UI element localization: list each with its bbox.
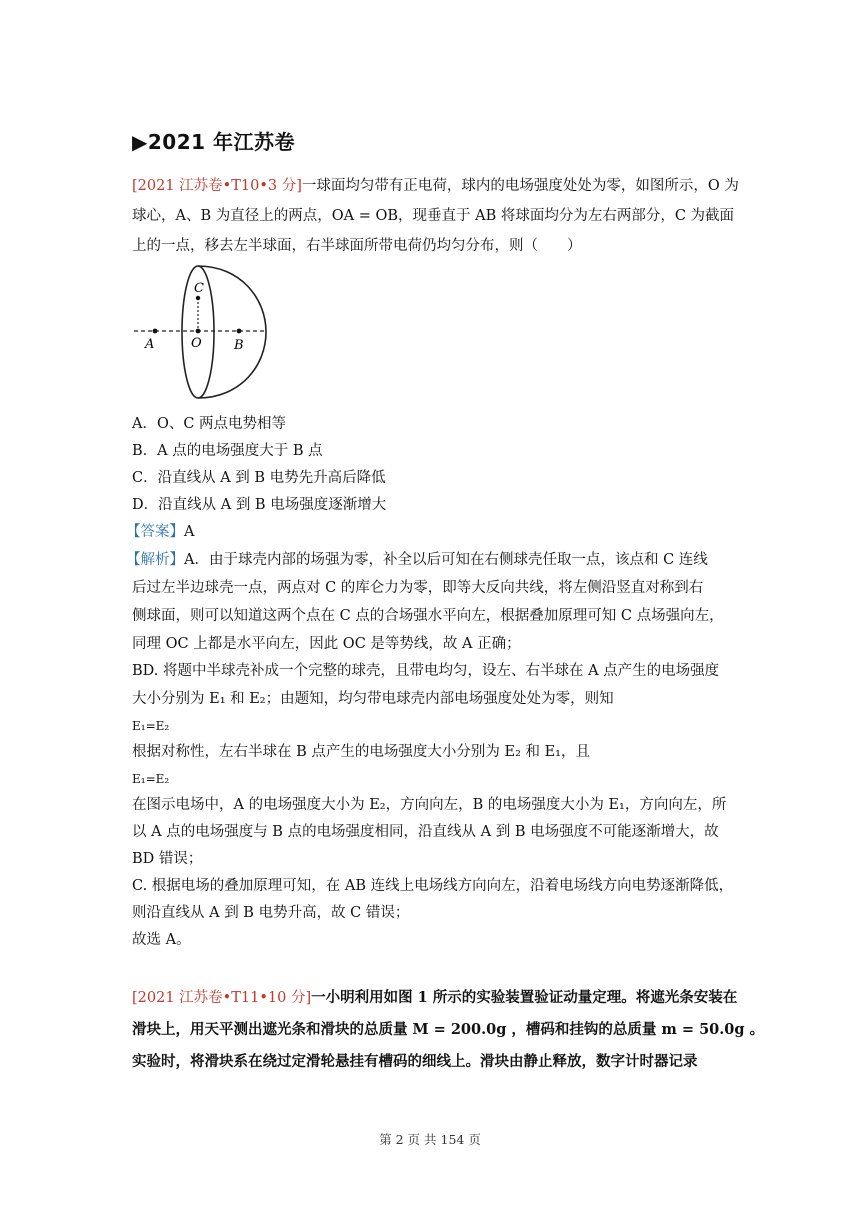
point-c xyxy=(196,296,200,300)
analysis-line-6: 大小分别为 E₁ 和 E₂；由题知，均匀带电球壳内部电场强度处处为零，则知 xyxy=(132,691,614,707)
q1-stem-line-1 xyxy=(132,176,739,196)
analysis-line-10: 在图示电场中，A 的电场强度大小为 E₂，方向向左，B 的电场强度大小为 E₁，方向向左，所 xyxy=(132,797,727,813)
answer-value: A xyxy=(184,524,195,540)
analysis-line-11: 以 A 点的电场强度与 B 点的电场强度相同，沿直线从 A 到 B 电场强度不可能逐渐增大，故 xyxy=(132,824,719,840)
analysis-tag: 【解析】 xyxy=(126,552,184,568)
analysis-line-7: E₁=E₂ xyxy=(132,719,170,733)
label-b: B xyxy=(234,338,244,353)
analysis-line-2: 后过左半边球壳一点，两点对 C 的库仑力为零，即等大反向共线，将左侧沿竖直对称到右 xyxy=(132,580,704,596)
option-c: C．沿直线从 A 到 B 电势先升高后降低 xyxy=(132,470,386,486)
analysis-line-13: C. 根据电场的叠加原理可知，在 AB 连线上电场线方向向左，沿着电场线方向电势逐渐降低， xyxy=(132,878,734,894)
point-a xyxy=(153,329,158,334)
analysis-line-3: 侧球面，则可以知道这两个点在 C 点的合场强水平向左，根据叠加原理可知 C 点场强向左， xyxy=(132,608,724,624)
q2-line-3: 实验时，将滑块系在绕过定滑轮悬挂有槽码的细线上。滑块由静止释放，数字计时器记录 xyxy=(132,1053,698,1070)
q1-stem-text-1: 一球面均匀带有正电荷，球内的电场强度处处为零，如图所示，O 为 xyxy=(301,178,739,194)
analysis-line-5: BD. 将题中半球壳补成一个完整的球壳，且带电均匀，设左、右半球在 A 点产生的电场强度 xyxy=(132,663,720,679)
analysis-line-12: BD 错误； xyxy=(132,851,203,867)
q2-text-1: 一小明利用如图 1 所示的实验装置验证动量定理。将遮光条安装在 xyxy=(311,989,738,1006)
page-footer: 第 2 页 共 154 页 xyxy=(379,1132,481,1147)
q1-stem-line-3: 上的一点，移去左半球面，右半球面所带电荷仍均匀分布，则（ ） xyxy=(132,238,582,254)
q1-source: [2021 江苏卷•T10•3 分] xyxy=(132,178,302,194)
analysis-text-1: A．由于球壳内部的场强为零，补全以后可知在右侧球壳任取一点，该点和 C 连线 xyxy=(184,552,708,568)
point-b xyxy=(237,329,242,334)
hemisphere-outline xyxy=(198,266,266,398)
q2-source: [2021 江苏卷•T11•10 分] xyxy=(132,990,312,1006)
analysis-line-15: 故选 A。 xyxy=(132,932,191,948)
analysis-line-1 xyxy=(126,550,708,570)
point-o xyxy=(196,329,201,334)
q2-line-1 xyxy=(132,988,737,1008)
analysis-line-9: E₁=E₂ xyxy=(132,772,170,786)
analysis-line-4: 同理 OC 上都是水平向左，因此 OC 是等势线，故 A 正确； xyxy=(132,636,521,652)
label-c: C xyxy=(194,281,204,296)
option-d: D．沿直线从 A 到 B 电场强度逐渐增大 xyxy=(132,497,387,513)
label-a: A xyxy=(145,337,155,352)
answer-tag: 【答案】 xyxy=(126,524,184,540)
label-o: O xyxy=(191,336,202,351)
answer-line xyxy=(126,522,194,542)
section-heading: ▶2021 年江苏卷 xyxy=(132,130,296,154)
analysis-line-14: 则沿直线从 A 到 B 电势升高，故 C 错误； xyxy=(132,905,410,921)
q1-stem-line-2: 球心，A、B 为直径上的两点，OA = OB，现垂直于 AB 将球面均分为左右两部分，C 为截面 xyxy=(132,208,735,224)
q2-line-2: 滑块上，用天平测出遮光条和滑块的总质量 M = 200.0g ，槽码和挂钩的总质量 m = 50.0g 。 xyxy=(132,1021,765,1038)
option-a: A．O、C 两点电势相等 xyxy=(132,416,287,432)
option-b: B．A 点的电场强度大于 B 点 xyxy=(132,443,323,459)
analysis-line-8: 根据对称性，左右半球在 B 点产生的电场强度大小分别为 E₂ 和 E₁，且 xyxy=(132,744,590,760)
hemisphere-figure xyxy=(130,262,270,412)
